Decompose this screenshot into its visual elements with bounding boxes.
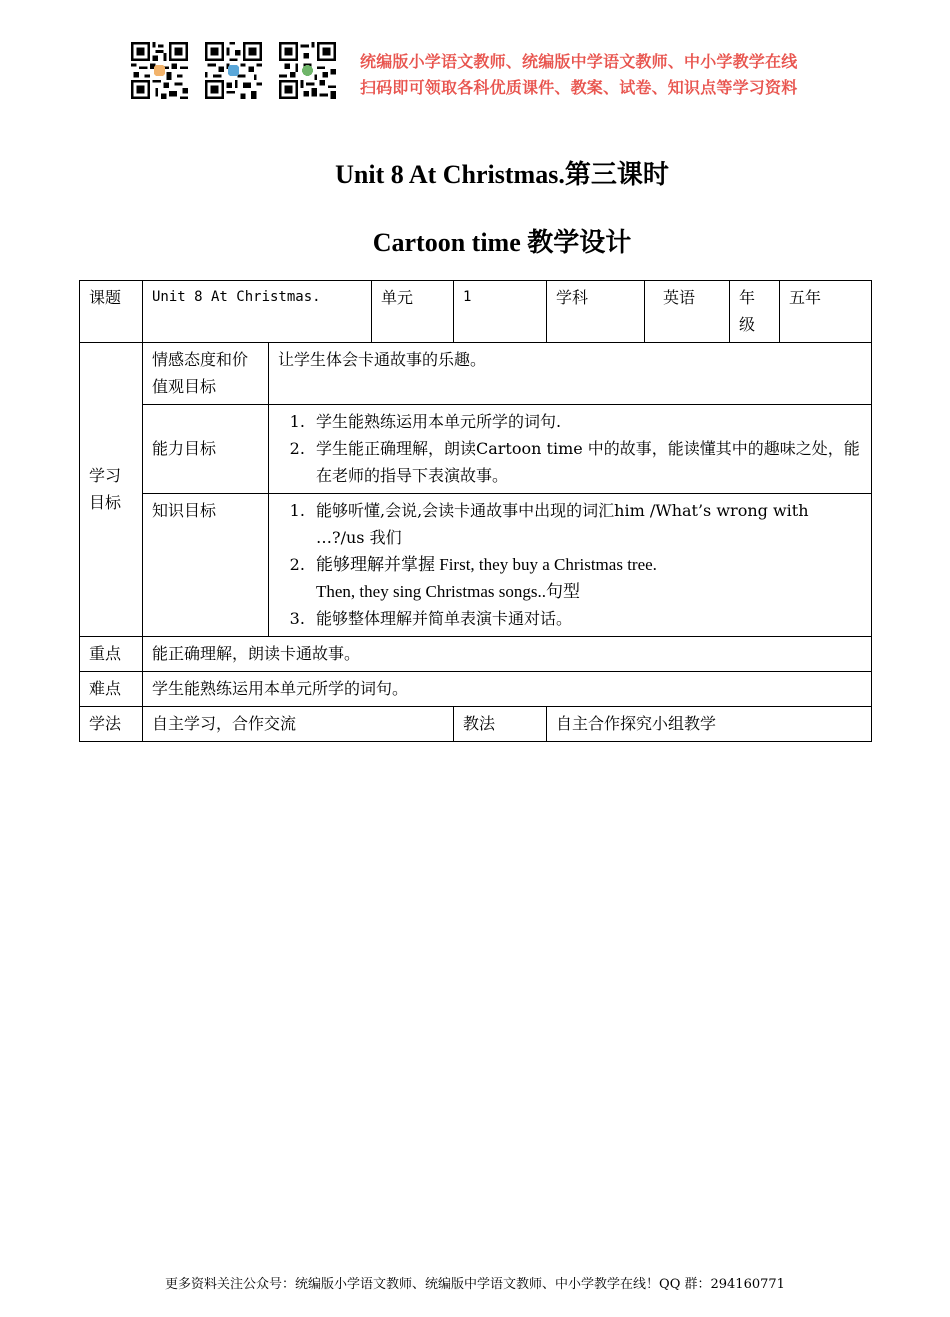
promo-banner (360, 49, 797, 101)
knowledge-item-2-line-1: 能够理解并掌握 First, they buy a Christmas tree. (316, 555, 657, 574)
ability-item: 2. 学生能正确理解，朗读Cartoon time 中的故事，能读懂其中的趣味之处，能在老师的指导下表演故事。 (310, 435, 862, 489)
grade-value: 五年 (780, 281, 872, 343)
qr-code-1[interactable] (131, 42, 188, 99)
qr-code-3[interactable] (279, 42, 336, 99)
difficulty-text: 学生能熟练运用本单元所学的词句。 (143, 672, 872, 707)
objectives-label: 学习目标 (80, 343, 143, 637)
subject-value: 英语 (645, 281, 730, 343)
table-row-knowledge (80, 494, 872, 637)
knowledge-label: 知识目标 (143, 494, 269, 637)
banner-line-2: 扫码即可领取各科优质课件、教案、试卷、知识点等学习资料 (360, 78, 798, 97)
topic-value: Unit 8 At Christmas. (143, 281, 372, 343)
table-row-method (80, 707, 872, 742)
document-subtitle: Cartoon time 教学设计 (372, 228, 632, 257)
ability-text (269, 405, 872, 494)
knowledge-item (310, 551, 862, 605)
document-title: Unit 8 At Christmas.第三课时 (335, 160, 669, 189)
emotion-text: 让学生体会卡通故事的乐趣。 (269, 343, 872, 405)
qr-code-2[interactable] (205, 42, 262, 99)
study-method-label: 学法 (80, 707, 143, 742)
lesson-plan-table (79, 280, 872, 742)
knowledge-item: 3. 能够整体理解并简单表演卡通对话。 (310, 605, 862, 632)
ability-label: 能力目标 (143, 405, 269, 494)
ability-item: 1. 学生能熟练运用本单元所学的词句. (310, 408, 862, 435)
table-row-key (80, 637, 872, 672)
teach-method-label: 教法 (454, 707, 547, 742)
table-row-meta (80, 281, 872, 343)
study-method-text: 自主学习，合作交流 (143, 707, 454, 742)
difficulty-label: 难点 (80, 672, 143, 707)
knowledge-text (269, 494, 872, 637)
qr-code-group (131, 42, 336, 99)
table-row-emotion (80, 343, 872, 405)
banner-line-1: 统编版小学语文教师、统编版中学语文教师、中小学教学在线 (360, 52, 798, 71)
unit-label: 单元 (372, 281, 454, 343)
table-row-difficulty (80, 672, 872, 707)
knowledge-item: 1. 能够听懂,会说,会读卡通故事中出现的词汇him /What’s wrong with …?/us 我们 (310, 497, 862, 551)
table-row-ability (80, 405, 872, 494)
unit-value: 1 (454, 281, 547, 343)
key-text: 能正确理解，朗读卡通故事。 (143, 637, 872, 672)
footer-note: 更多资料关注公众号：统编版小学语文教师、统编版中学语文教师、中小学教学在线！QQ 群：294160771 (165, 1277, 785, 1292)
grade-label: 年级 (730, 281, 780, 343)
topic-label: 课题 (80, 281, 143, 343)
teach-method-text: 自主合作探究小组教学 (547, 707, 872, 742)
subject-label: 学科 (547, 281, 645, 343)
key-label: 重点 (80, 637, 143, 672)
knowledge-item-2-line-2: Then, they sing Christmas songs..句型 (316, 582, 580, 601)
emotion-label: 情感态度和价值观目标 (143, 343, 269, 405)
